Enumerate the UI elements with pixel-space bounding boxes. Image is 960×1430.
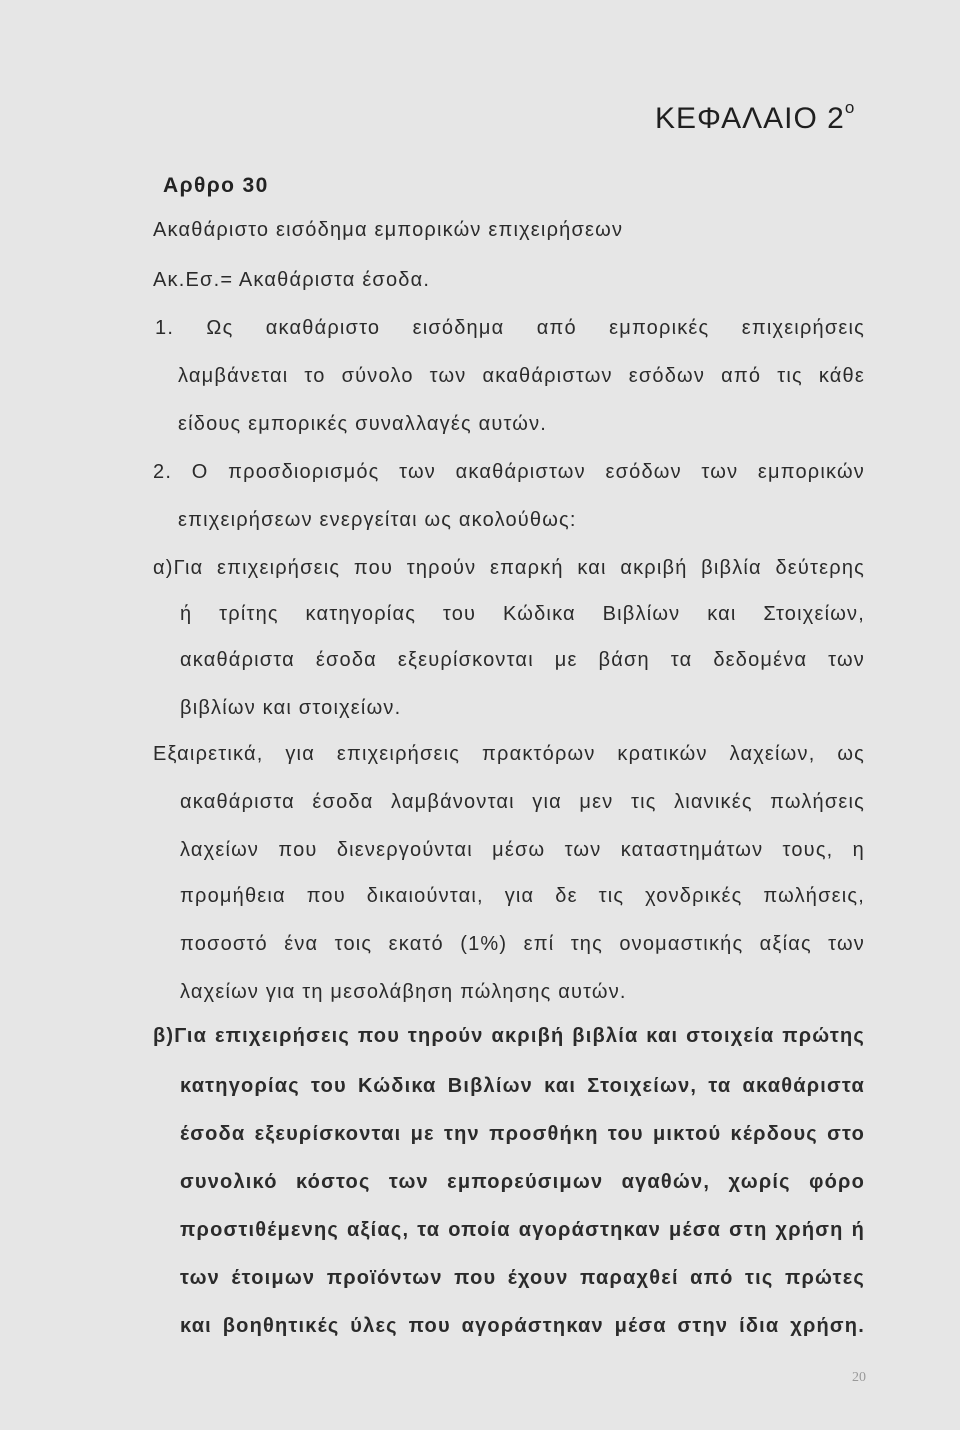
- para2-line: επιχειρήσεων ενεργείται ως ακολούθως:: [178, 509, 577, 531]
- item-b-line: των έτοιμων προϊόντων που έχουν παραχθεί από τις πρώτες: [180, 1267, 865, 1289]
- item-b-line: έσοδα εξευρίσκονται με την προσθήκη του μικτού κέρδους στο: [180, 1123, 865, 1145]
- exception-line: ποσοστό ένα τοις εκατό (1%) επί της ονομαστικής αξίας των: [180, 933, 865, 955]
- exception-line: λαχείων που διενεργούνται μέσω των καταστημάτων τους, η: [180, 839, 865, 861]
- para1-line: είδους εμπορικές συναλλαγές αυτών.: [178, 413, 548, 435]
- item-a-line: βιβλίων και στοιχείων.: [180, 697, 402, 719]
- exception-line: Εξαιρετικά, για επιχειρήσεις πρακτόρων κρατικών λαχείων, ως: [153, 743, 865, 765]
- exception-line: λαχείων για τη μεσολάβηση πώλησης αυτών.: [180, 981, 627, 1003]
- para1-line: λαμβάνεται το σύνολο των ακαθάριστων εσόδων από τις κάθε: [178, 365, 865, 387]
- section-title: Ακαθάριστο εισόδημα εμπορικών επιχειρήσεων: [153, 219, 624, 241]
- abbreviation-line: Ακ.Εσ.= Ακαθάριστα έσοδα.: [153, 269, 431, 291]
- item-b-line: και βοηθητικές ύλες που αγοράστηκαν μέσα στην ίδια χρήση.: [180, 1315, 865, 1337]
- chapter-superscript: o: [844, 98, 856, 117]
- article-heading: Αρθρο 30: [163, 174, 269, 197]
- exception-line: προμήθεια που δικαιούνται, για δε τις χονδρικές πωλήσεις,: [180, 885, 865, 907]
- item-a-line: ακαθάριστα έσοδα εξευρίσκονται με βάση τα δεδομένα των: [180, 649, 865, 671]
- para2-line: 2. Ο προσδιορισμός των ακαθάριστων εσόδων των εμπορικών: [153, 461, 865, 483]
- item-a-line: ή τρίτης κατηγορίας του Κώδικα Βιβλίων και Στοιχείων,: [180, 603, 865, 625]
- chapter-heading: ΚΕΦΑΛΑΙΟ 2$^o$: [655, 98, 856, 135]
- item-b-line: προστιθέμενης αξίας, τα οποία αγοράστηκαν μέσα στη χρήση ή: [180, 1219, 865, 1241]
- item-b-line: συνολικό κόστος των εμπορεύσιμων αγαθών, χωρίς φόρο: [180, 1171, 865, 1193]
- item-b-line: β)Για επιχειρήσεις που τηρούν ακριβή βιβλία και στοιχεία πρώτης: [153, 1025, 865, 1047]
- item-b-line: κατηγορίας του Κώδικα Βιβλίων και Στοιχείων, τα ακαθάριστα: [180, 1075, 865, 1097]
- page-number: 20: [852, 1370, 866, 1385]
- para1-line: 1. Ως ακαθάριστο εισόδημα από εμπορικές επιχειρήσεις: [155, 317, 865, 339]
- item-a-line: α)Για επιχειρήσεις που τηρούν επαρκή και ακριβή βιβλία δεύτερης: [153, 557, 865, 579]
- exception-line: ακαθάριστα έσοδα λαμβάνονται για μεν τις λιανικές πωλήσεις: [180, 791, 865, 813]
